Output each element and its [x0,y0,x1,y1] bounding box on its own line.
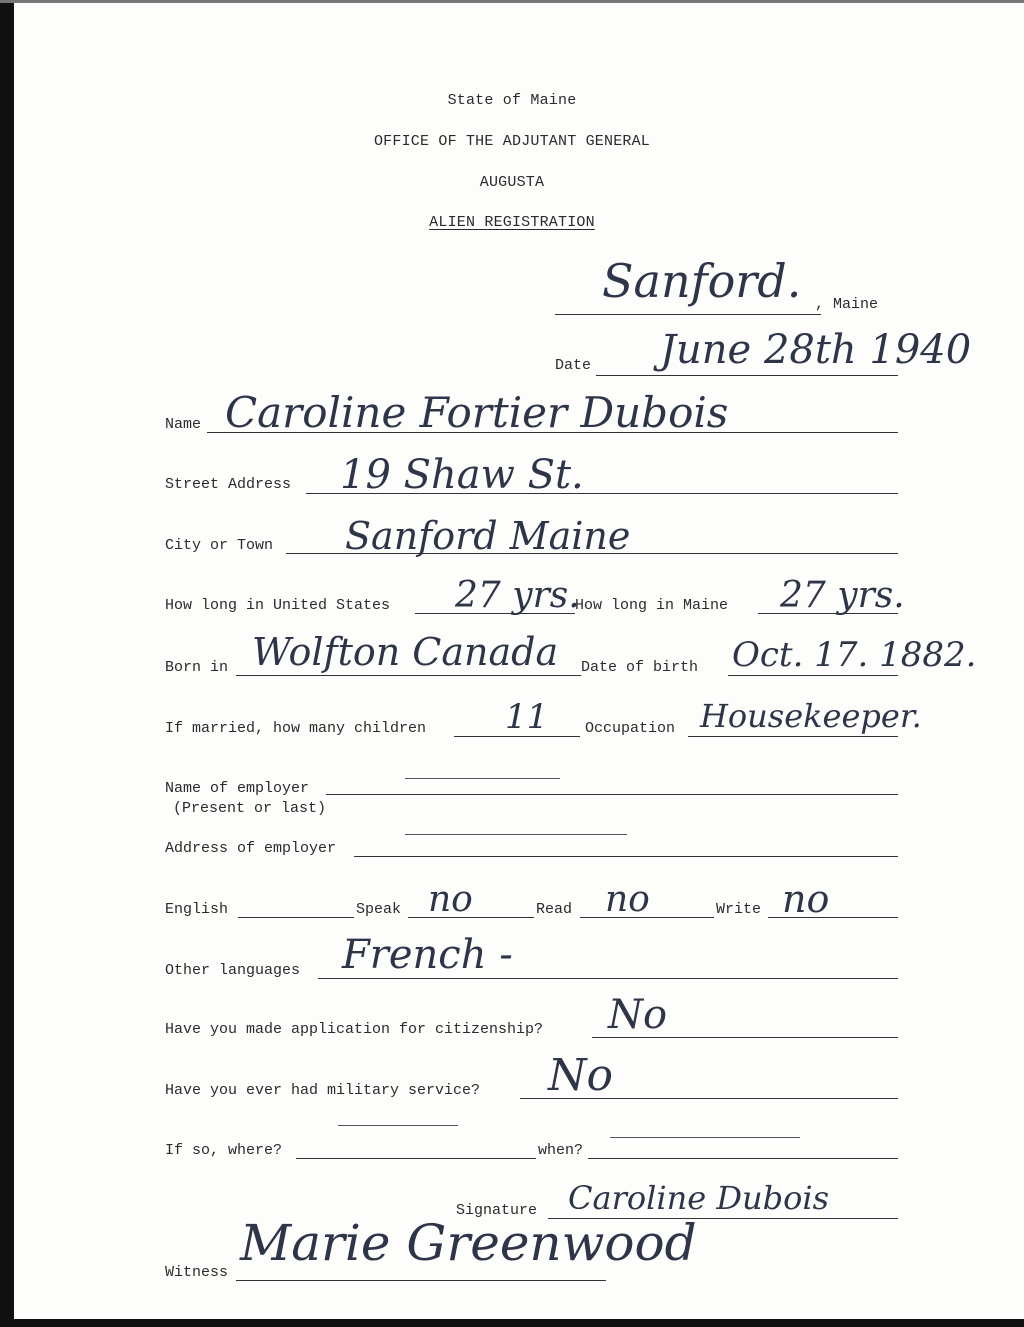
witness-line [236,1280,606,1281]
scan-left-edge [0,0,14,1327]
read-label: Read [536,901,573,918]
when-blank-stroke [610,1137,800,1138]
where-blank-stroke [338,1125,458,1126]
employer-label: Name of employer [165,780,310,797]
occupation-label: Occupation [585,720,676,737]
other-languages-label: Other languages [165,962,301,979]
write-entry: no [782,877,830,921]
how-long-us-entry: 27 yrs. [455,575,580,616]
date-of-birth-line [728,675,898,676]
occupation-line [688,736,898,737]
how-long-maine-entry: 27 yrs. [780,575,905,616]
occupation-entry: Housekeeper. [700,697,922,735]
when-label: when? [538,1142,584,1159]
date-entry: June 28th 1940 [660,327,972,373]
english-line [238,917,354,918]
city-label: City or Town [165,537,274,554]
header-city: AUGUSTA [479,174,545,191]
date-of-birth-entry: Oct. 17. 1882. [732,635,977,675]
date-of-birth-label: Date of birth [581,659,699,676]
signature-label: Signature [456,1202,538,1219]
scan-bottom-edge [0,1319,1024,1327]
header-state: State of Maine [447,92,577,109]
town-line [555,314,821,315]
english-label: English [165,901,229,918]
employer-line [326,794,898,795]
born-in-line [236,675,581,676]
name-label: Name [165,416,202,433]
witness-label: Witness [165,1264,229,1281]
employer-address-blank-stroke [405,834,627,835]
employer-address-line [354,856,898,857]
born-in-entry: Wolfton Canada [252,630,559,674]
header-office: OFFICE OF THE ADJUTANT GENERAL [373,133,651,150]
when-line [588,1158,898,1159]
citizenship-label: Have you made application for citizenship? [165,1021,544,1038]
town-entry: Sanford. [602,254,802,308]
read-entry: no [605,879,650,920]
street-entry: 19 Shaw St. [340,452,584,498]
date-line [596,375,898,376]
children-entry: 11 [505,697,549,737]
how-long-maine-label: How long in Maine [575,597,729,614]
scan-top-edge [0,0,1024,3]
how-long-us-label: How long in United States [165,597,391,614]
where-line [296,1158,536,1159]
citizenship-entry: No [608,992,668,1038]
employer-sub-label: (Present or last) [173,800,327,817]
date-label: Date [555,357,592,374]
born-in-label: Born in [165,659,229,676]
military-label: Have you ever had military service? [165,1082,481,1099]
signature-entry: Caroline Dubois [568,1179,829,1217]
employer-blank-stroke [405,778,560,779]
city-entry: Sanford Maine [345,514,631,558]
witness-entry: Marie Greenwood [240,1214,697,1272]
other-languages-line [318,978,898,979]
street-label: Street Address [165,476,292,493]
where-label: If so, where? [165,1142,283,1159]
maine-label: , Maine [815,296,879,313]
speak-label: Speak [356,901,402,918]
speak-entry: no [428,879,473,920]
write-label: Write [716,901,762,918]
name-entry: Caroline Fortier Dubois [225,388,729,437]
header-form-title: ALIEN REGISTRATION [429,214,595,231]
other-languages-entry: French - [342,932,513,978]
military-entry: No [548,1050,613,1101]
employer-address-label: Address of employer [165,840,337,857]
married-label: If married, how many children [165,720,427,737]
